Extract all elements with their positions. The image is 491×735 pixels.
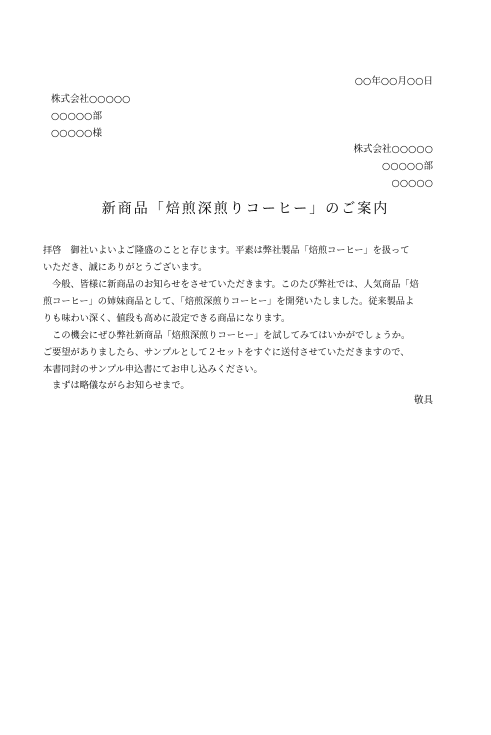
sender-name: ○○○○○	[391, 178, 433, 189]
body-line: 煎コーヒー」の姉妹商品として、「焙煎深煎りコーヒー」を開発いたしました。従来製品よ	[43, 296, 415, 307]
sender-company: 株式会社○○○○○	[353, 144, 433, 155]
body-line: りも味わい深く、値段も高めに設定できる商品になります。	[43, 313, 291, 324]
recipient-name: ○○○○○様	[51, 128, 102, 139]
body-line: ご要望がありましたら、サンプルとして２セットをすぐに送付させていただきますので、	[43, 347, 410, 358]
sender-department: ○○○○○部	[382, 161, 433, 172]
body-line: 今般、皆様に新商品のお知らせをさせていただきます。このたび弊社では、人気商品「焙	[43, 279, 419, 290]
body-line: まずは略儀ながらお知らせまで。	[43, 380, 190, 391]
body-line: 拝啓 御社いよいよご隆盛のことと存じます。平素は弊社製品「焙煎コーヒー」を扱って	[43, 245, 410, 256]
body-line: 本書同封のサンプル申込書にてお申し込みください。	[43, 364, 263, 375]
body-line: いただき、誠にありがとうございます。	[43, 262, 208, 273]
body-line: この機会にぜひ弊社新商品「焙煎深煎りコーヒー」を試してみてはいかがでしょうか。	[43, 330, 411, 341]
recipient-department: ○○○○○部	[51, 111, 102, 122]
letter-title: 新商品「焙煎深煎りコーヒー」のご案内	[101, 201, 390, 217]
recipient-company: 株式会社○○○○○	[51, 94, 131, 105]
letter-date: ○○年○○月○○日	[354, 76, 433, 87]
closing-phrase: 敬具	[413, 395, 433, 406]
